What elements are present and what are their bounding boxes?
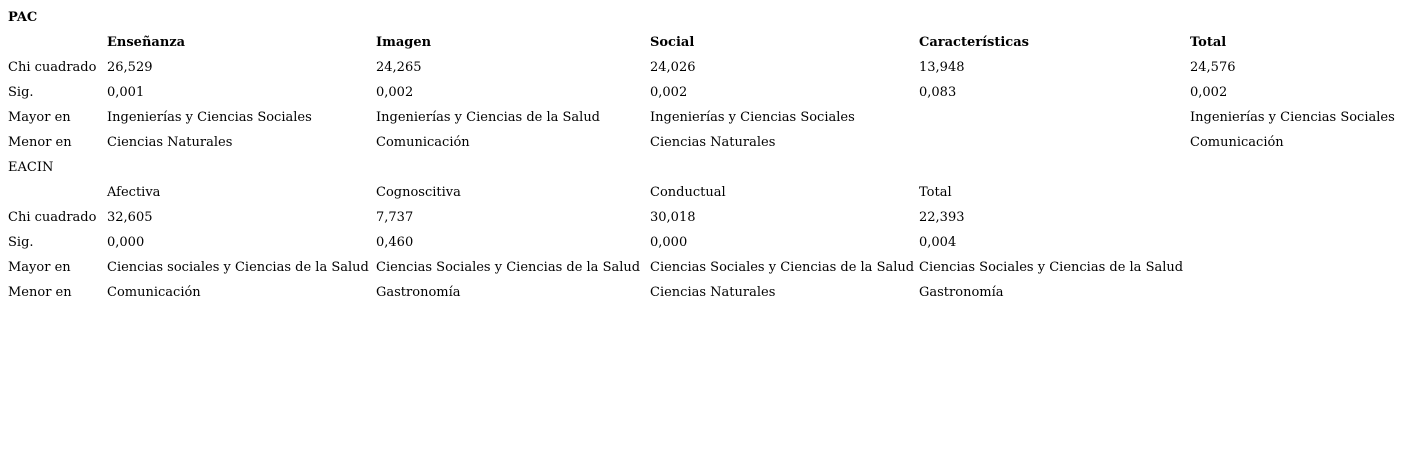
column-header: Enseñanza <box>107 35 186 50</box>
column-header: Afectiva <box>107 185 161 200</box>
cell-value: Comunicación <box>376 135 470 150</box>
cell-value: 24,576 <box>1190 60 1236 75</box>
cell-value: Gastronomía <box>376 285 461 300</box>
table-row <box>8 130 1401 155</box>
cell-value: Ciencias Naturales <box>650 135 776 150</box>
column-header: Total <box>1190 35 1227 50</box>
cell-value <box>919 130 1190 155</box>
column-header: Social <box>650 35 695 50</box>
cell-value: 30,018 <box>650 210 696 225</box>
cell-value: Ciencias Sociales y Ciencias de la Salud <box>376 260 641 275</box>
cell-value: Ciencias Sociales y Ciencias de la Salud <box>650 260 915 275</box>
cell-value: 26,529 <box>107 60 153 75</box>
table-section <box>8 5 1401 155</box>
cell-value: Ingenierías y Ciencias de la Salud <box>376 110 601 125</box>
cell-value: Ciencias sociales y Ciencias de la Salud <box>107 260 369 275</box>
row-label: Mayor en <box>8 260 71 275</box>
cell-value: Comunicación <box>1190 135 1284 150</box>
cell-value <box>919 105 1190 130</box>
cell-value: 13,948 <box>919 60 965 75</box>
table-row <box>8 230 1401 255</box>
table-section <box>8 155 1401 305</box>
cell-value: Gastronomía <box>919 285 1004 300</box>
cell-value: Ciencias Naturales <box>650 285 776 300</box>
cell-value: 0,002 <box>650 85 688 100</box>
table-header-row <box>8 180 1401 205</box>
table-row <box>8 80 1401 105</box>
cell-value: Ciencias Sociales y Ciencias de la Salud <box>919 260 1184 275</box>
cell-value: 7,737 <box>376 210 414 225</box>
table-row <box>8 105 1401 130</box>
row-label-spacer <box>8 180 107 205</box>
row-label-spacer <box>8 30 107 55</box>
row-label: Chi cuadrado <box>8 60 97 75</box>
column-header: Características <box>919 35 1029 50</box>
cell-value: 0,000 <box>107 235 145 250</box>
cell-value: 0,083 <box>919 85 957 100</box>
table-row <box>8 280 1401 305</box>
row-label: Menor en <box>8 135 72 150</box>
cell-value: 22,393 <box>919 210 965 225</box>
table-row <box>8 255 1401 280</box>
cell-value: 0,004 <box>919 235 957 250</box>
row-label: Sig. <box>8 85 34 100</box>
column-header: Conductual <box>650 185 726 200</box>
column-header: Cognoscitiva <box>376 185 461 200</box>
row-label: Chi cuadrado <box>8 210 97 225</box>
cell-value: 0,000 <box>650 235 688 250</box>
cell-value: 24,265 <box>376 60 422 75</box>
row-label: Menor en <box>8 285 72 300</box>
table-row <box>8 55 1401 80</box>
row-label: Mayor en <box>8 110 71 125</box>
section-title: PAC <box>8 10 38 25</box>
cell-value: Ciencias Naturales <box>107 135 233 150</box>
column-header: Total <box>919 185 952 200</box>
row-label: Sig. <box>8 235 34 250</box>
cell-value: 0,002 <box>376 85 414 100</box>
section-title: EACIN <box>8 160 54 175</box>
cell-value: Ingenierías y Ciencias Sociales <box>1190 110 1395 125</box>
table-header-row <box>8 30 1401 55</box>
cell-value: 32,605 <box>107 210 153 225</box>
cell-value: 0,460 <box>376 235 414 250</box>
cell-value: Ingenierías y Ciencias Sociales <box>650 110 855 125</box>
table-row <box>8 205 1401 230</box>
column-header: Imagen <box>376 35 432 50</box>
cell-value: 0,001 <box>107 85 145 100</box>
cell-value: 24,026 <box>650 60 696 75</box>
cell-value: Comunicación <box>107 285 201 300</box>
cell-value: Ingenierías y Ciencias Sociales <box>107 110 312 125</box>
cell-value: 0,002 <box>1190 85 1228 100</box>
